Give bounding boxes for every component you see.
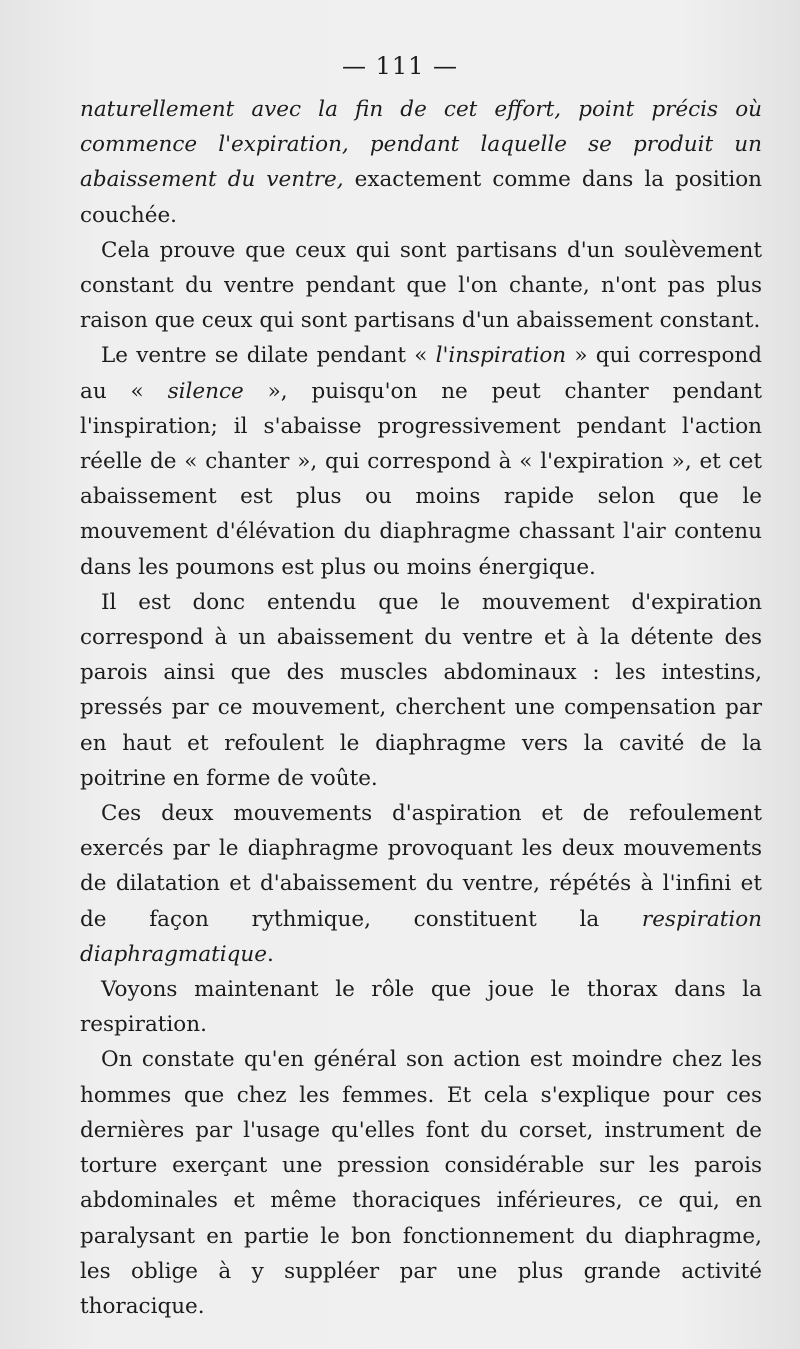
italic-text: l'inspiration (435, 343, 567, 369)
paragraph (80, 796, 762, 972)
text-span: Cela prouve que ceux qui sont partisans d'un soulèvement constant du ventre pendant que l'on chante, n'ont pas plus raison que ceux qui sont partisans d'un abaissement constant. (80, 237, 762, 334)
page-body (80, 92, 762, 1324)
text-span: Voyons maintenant le rôle que joue le thorax dans la respiration. (80, 977, 762, 1038)
paragraph (80, 1042, 762, 1324)
paragraph (80, 585, 762, 796)
text-span: On constate qu'en général son action est moindre chez les hommes que chez les femmes. Et cela s'explique pour ces dernières par l'usage qu'elles font du corset, instrument de torture exerçant une pression considérable sur les parois abdominales et même thoraciques inférieures, ce qui, en paralysant en partie le bon fonctionnement du diaphragme, les oblige à y suppléer par une plus grande activité thoracique. (80, 1047, 762, 1319)
text-span: Le ventre se dilate pendant « (101, 343, 436, 369)
page-number: — 111 — (341, 52, 459, 80)
text-span: Il est donc entendu que le mouvement d'expiration correspond à un abaissement du ventre et à la détente des parois ainsi que des muscles abdominaux : les intestins, pressés par ce mouvement, cherchent une compensation par en haut et refoulent le diaphragme vers la cavité de la poitrine en forme de voûte. (80, 589, 762, 791)
italic-text: naturellement avec la fin de cet effort, point précis où commence l'expiration, pendant laquelle se produit un abaissement du ventre, (80, 97, 762, 193)
paragraph (80, 233, 762, 339)
text-span: . (266, 941, 274, 967)
text-span: », puisqu'on ne peut chanter pendant l'inspiration; il s'abaisse progressivement pendant l'action réelle de « chanter », qui correspond à « l'expiration », et cet abaissement est plus ou moins rapide selon que le mouvement d'élévation du diaphragme chassant l'air contenu dans les poumons est plus ou moins énergique. (80, 378, 762, 580)
italic-text: respiration diaphragmatique (80, 906, 762, 967)
paragraph (80, 338, 762, 584)
text-span: exactement comme dans la position couchée. (80, 167, 763, 228)
paragraph (80, 92, 762, 233)
text-span: Ces deux mouvements d'aspiration et de refoulement exercés par le diaphragme provoquant les deux mouvements de dilatation et d'abaissement du ventre, répétés à l'infini et de façon rythmique, constituent la (80, 801, 762, 932)
text-span: » qui correspond au « (80, 343, 763, 404)
paragraph (80, 972, 762, 1042)
italic-text: silence (167, 378, 244, 404)
